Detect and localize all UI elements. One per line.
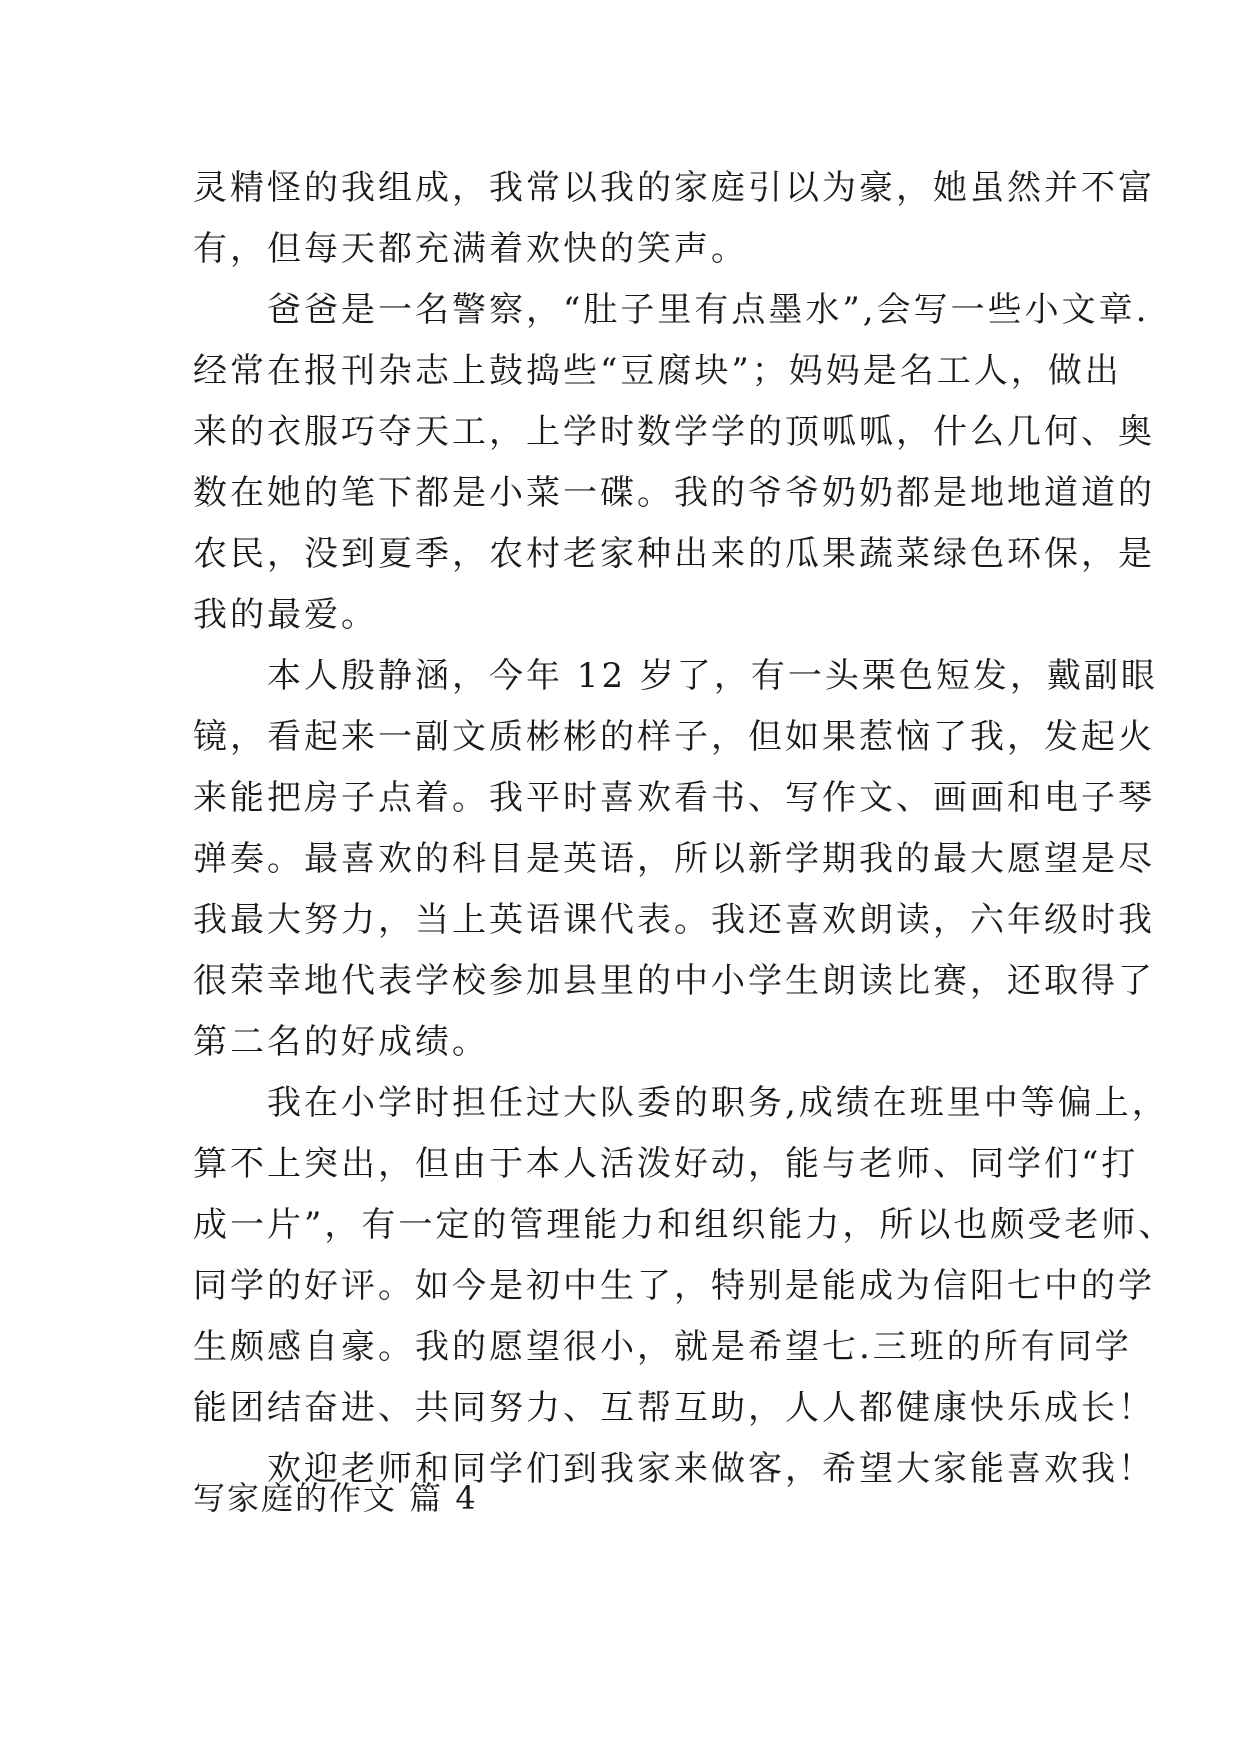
text-line: 能团结奋进、共同努力、互帮互助，人人都健康快乐成长！ — [193, 1388, 1155, 1428]
section-heading: 写家庭的作文 篇 4 — [193, 1479, 478, 1517]
text-line: 我的最爱。 — [193, 595, 378, 635]
text-line: 本人殷静涵，今年 12 岁了，有一头栗色短发，戴副眼 — [193, 656, 1158, 696]
text-line: 生颇感自豪。我的愿望很小，就是希望七.三班的所有同学 — [193, 1327, 1132, 1367]
essay-body — [193, 158, 1176, 1500]
text-line: 经常在报刊杂志上鼓捣些“豆腐块”；妈妈是名工人，做出 — [193, 351, 1122, 391]
text-line: 灵精怪的我组成，我常以我的家庭引以为豪，她虽然并不富 — [193, 168, 1155, 208]
text-line: 欢迎老师和同学们到我家来做客，希望大家能喜欢我！ — [193, 1449, 1155, 1489]
text-line: 我在小学时担任过大队委的职务,成绩在班里中等偏上， — [193, 1083, 1169, 1123]
text-line: 镜，看起来一副文质彬彬的样子，但如果惹恼了我，发起火 — [193, 717, 1155, 757]
text-line: 农民，没到夏季，农村老家种出来的瓜果蔬菜绿色环保，是 — [193, 534, 1155, 574]
text-line: 算不上突出，但由于本人活泼好动，能与老师、同学们“打 — [193, 1144, 1139, 1184]
text-line: 很荣幸地代表学校参加县里的中小学生朗读比赛，还取得了 — [193, 961, 1155, 1001]
text-line: 第二名的好成绩。 — [193, 1022, 489, 1062]
text-line: 来的衣服巧夺天工，上学时数学学的顶呱呱，什么几何、奥 — [193, 412, 1155, 452]
text-line: 爸爸是一名警察，“肚子里有点墨水”,会写一些小文章. — [193, 290, 1150, 330]
text-line: 成一片”，有一定的管理能力和组织能力，所以也颇受老师、 — [193, 1205, 1176, 1245]
text-line: 数在她的笔下都是小菜一碟。我的爷爷奶奶都是地地道道的 — [193, 473, 1155, 513]
text-line: 有，但每天都充满着欢快的笑声。 — [193, 229, 748, 269]
text-line: 弹奏。最喜欢的科目是英语，所以新学期我的最大愿望是尽 — [193, 839, 1155, 879]
text-line: 我最大努力，当上英语课代表。我还喜欢朗读，六年级时我 — [193, 900, 1155, 940]
text-line: 同学的好评。如今是初中生了，特别是能成为信阳七中的学 — [193, 1266, 1155, 1306]
text-line: 来能把房子点着。我平时喜欢看书、写作文、画画和电子琴 — [193, 778, 1155, 818]
